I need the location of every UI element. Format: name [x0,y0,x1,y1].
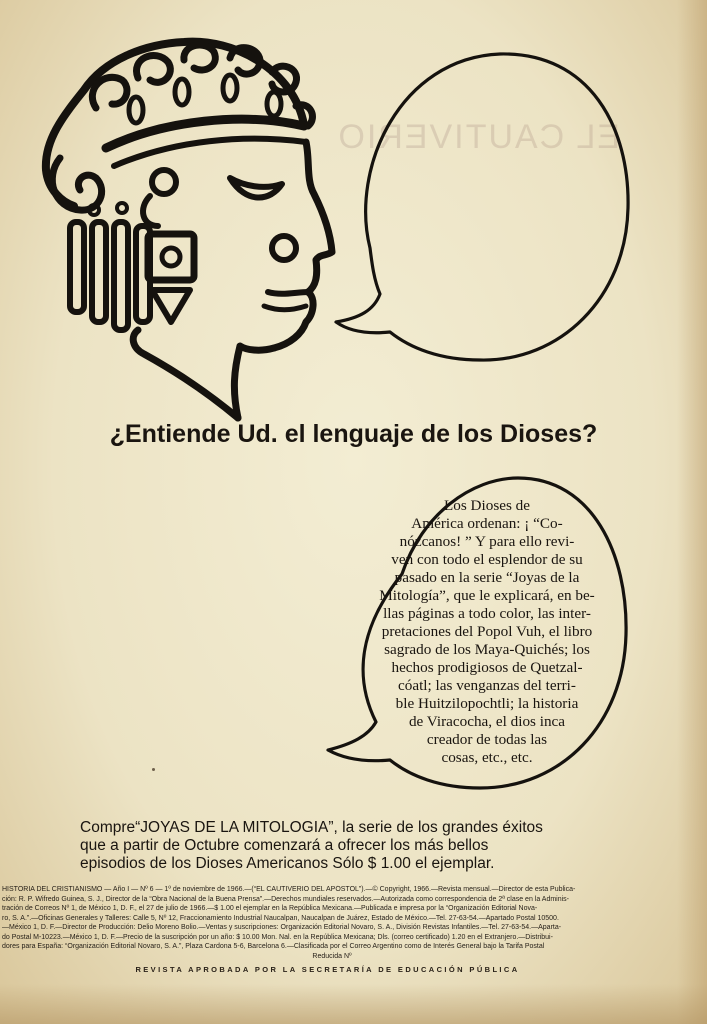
promo-line: Compre“JOYAS DE LA MITOLOGIA”, la serie de los grandes éxitos [80,819,543,836]
bubble-line: Mitología”, que le explicará, en be- [379,587,595,604]
legal-line: HISTORIA DEL CRISTIANISMO — Año I — Nº 6 — 1º de noviembre de 1966.—(“EL CAUTIVERIO DEL APÓSTOL”).—© Copyright, 1966.—Revista mensual.—Director de esta Publica- [2,886,576,893]
promo-text [80,819,580,873]
bubble-line: Los Dioses de [443,497,531,514]
show-through-text: EL CAUTIVERIO [336,118,620,156]
bubble-line: nózcanos! ” Y para ello revi- [399,533,575,550]
bubble-line: llas páginas a todo color, las inter- [383,605,591,622]
bubble-line: cóatl; las venganzas del terri- [398,677,576,694]
bubble-line: ven con todo el esplendor de su [391,551,583,568]
empty-speech-bubble [330,48,635,368]
bubble-line: sagrado de los Maya-Quichés; los [384,641,590,658]
legal-line: do Postal M-10223.—México 1, D. F.—Precio de la suscripción por un año: $ 10.00 Mon. Nal. en la República Mexicana; Dls. (correo certificado) 1.20 en el Extranjero.—Distribui- [2,933,553,941]
page-edge-shadow-bottom [0,984,707,1024]
bubble-text [356,497,618,767]
legal-line: dores para España: “Organización Editorial Novaro, S. A.”, Plaza Cardona 5-6, Barcelona 6.—Clasificada por el Correo Argentino como de Interés General bajo la Tarifa Postal [2,943,545,950]
bubble-line: hechos prodigiosos de Quetzal- [391,659,583,676]
legal-line: Reducida Nº [312,952,352,960]
legal-line: —México 1, D. F.—Director de Producción: Delio Moreno Bolio.—Ventas y suscripciones: Organización Editorial Novaro, S. A., División Revistas Infantiles.—Tel. 27-63-54.—Aparta- [2,924,562,931]
bubble-line: ble Huitzilopochtli; la historia [395,695,579,712]
legal-imprint [2,885,662,961]
promo-line: episodios de los Dioses Americanos Sólo $ 1.00 el ejemplar. [80,855,495,872]
promo-line: que a partir de Octubre comenzará a ofrecer los más bellos [80,837,489,854]
page-edge-shadow [677,0,707,1024]
bubble-line: creador de todas las [426,731,548,748]
bubble-line: pasado en la serie “Joyas de la [394,569,580,586]
bubble-line: pretaciones del Popol Vuh, el libro [381,623,593,640]
paper-speck [152,768,155,771]
approval-notice: REVISTA APROBADA POR LA SECRETARÍA DE EDUCACIÓN PÚBLICA [135,965,520,974]
bubble-line: de Viracocha, el dios inca [408,713,566,730]
bubble-line: cosas, etc., etc. [441,749,533,766]
legal-line: ción: R. P. Wifredo Guinea, S. J., Director de la “Obra Nacional de la Buena Prensa”.—Derechos mundiales reservados.—Autorizada como correspondencia de 2ª clase en la Adminis- [2,895,570,903]
headline: ¿Entiende Ud. el lenguaje de los Dioses? [109,420,598,448]
legal-line: tración de Correos Nº 1, de México 1, D. F., el 27 de julio de 1966.—$ 1.00 el ejemplar en la República Mexicana.—Publicada e impresa por la “Organización Editorial Nova- [2,905,538,912]
mayan-head-illustration [34,30,344,425]
bubble-line: América ordenan: ¡ “Co- [411,515,563,532]
legal-line: ro, S. A.”.—Oficinas Generales y Talleres: Calle 5, Nº 12, Fraccionamiento Industrial Naucalpan, Naucalpan de Juárez, Estado de México.—Tel. 27-63-54.—Apartado Postal 10500. [2,914,559,922]
